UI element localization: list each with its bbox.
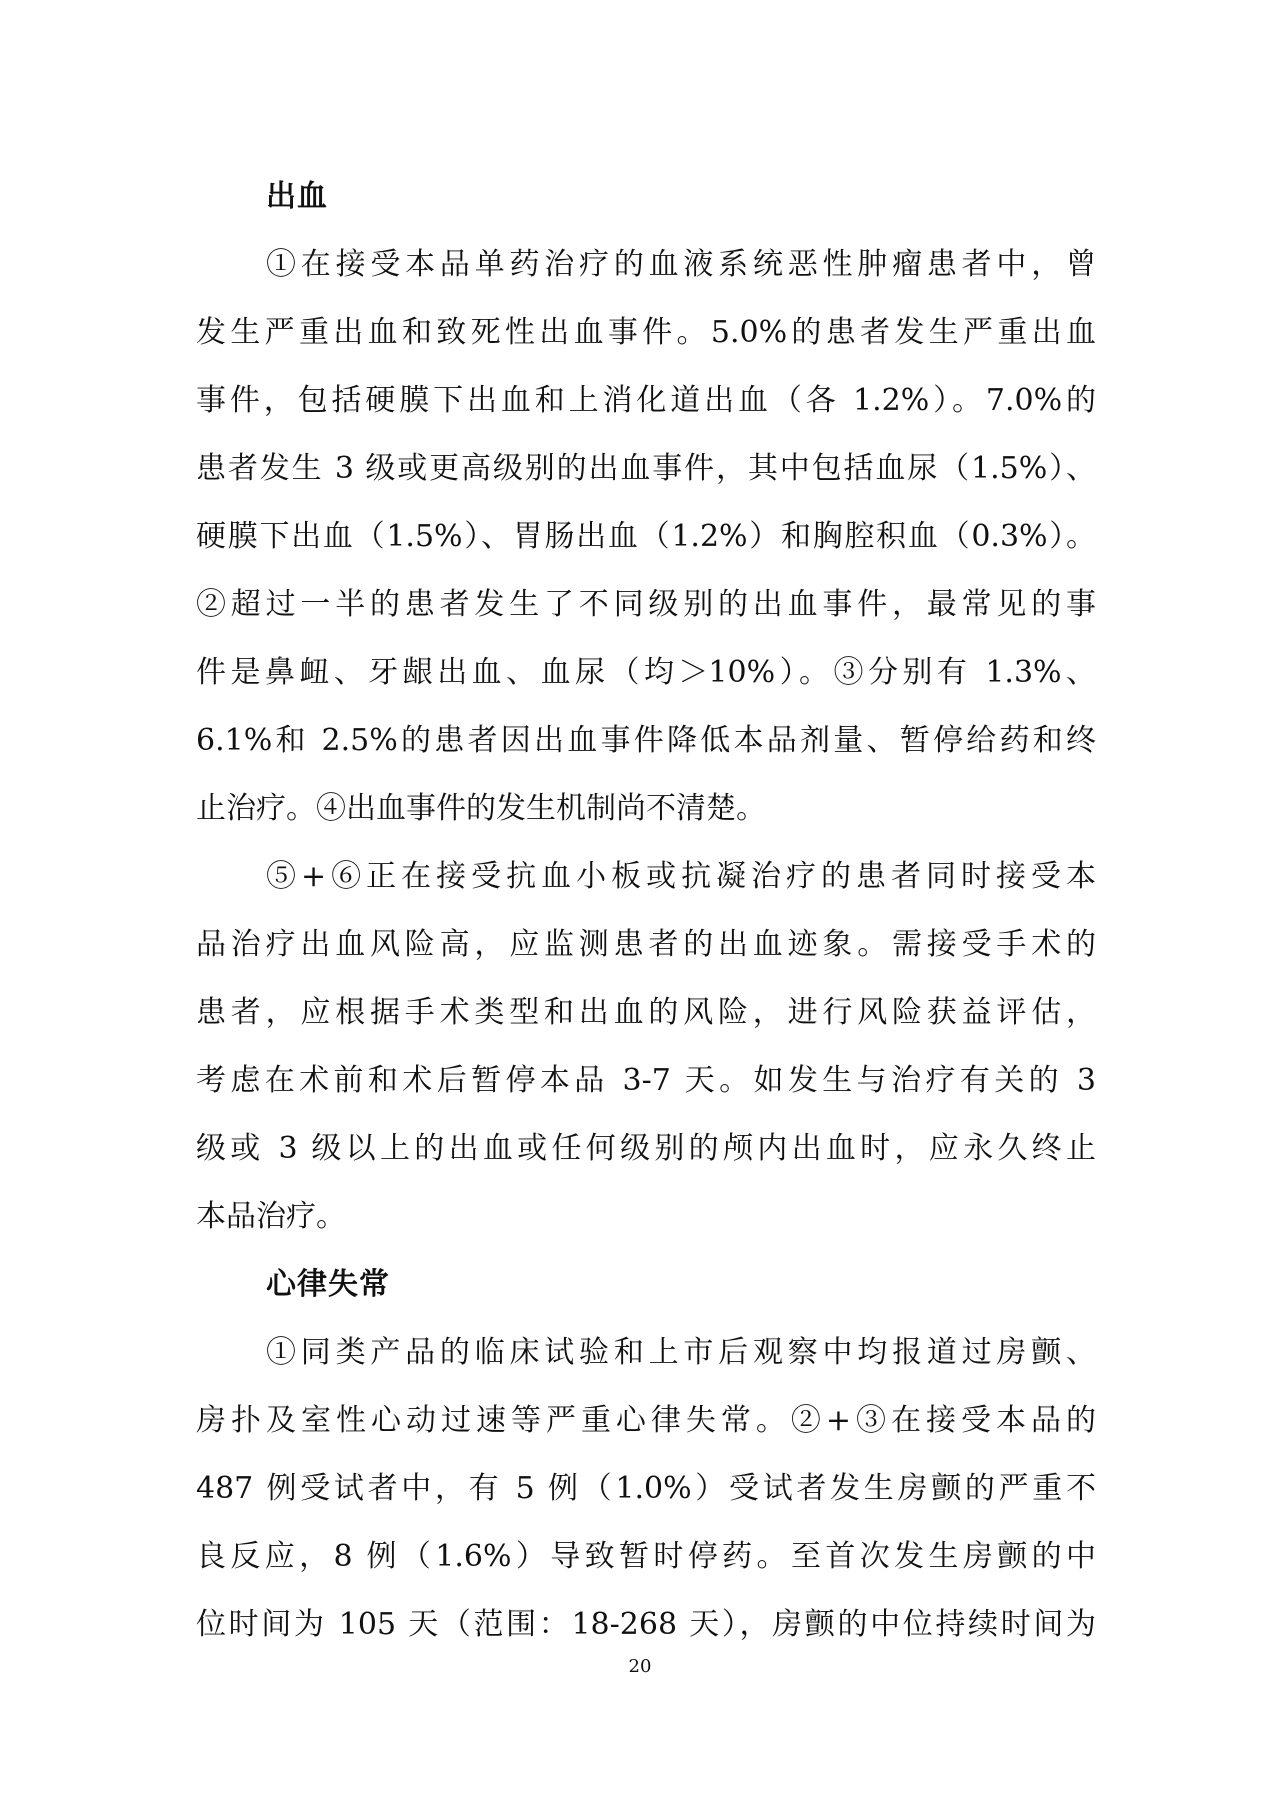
section-heading-arrhythmia: 心律失常 bbox=[266, 1267, 390, 1302]
text-line: 发生严重出血和致死性出血事件。5.0%的患者发生严重出血 bbox=[196, 315, 1096, 350]
text-line: 本品治疗。 bbox=[196, 1199, 346, 1234]
paragraph bbox=[196, 231, 1096, 843]
text-line: ⑤+⑥正在接受抗血小板或抗凝治疗的患者同时接受本 bbox=[266, 859, 1096, 894]
text-line: 位时间为 105 天（范围：18-268 天），房颤的中位持续时间为 bbox=[196, 1607, 1096, 1642]
text-line: 房扑及室性心动过速等严重心律失常。②+③在接受本品的 bbox=[196, 1403, 1096, 1438]
text-line: 品治疗出血风险高，应监测患者的出血迹象。需接受手术的 bbox=[196, 927, 1096, 962]
text-line: 事件，包括硬膜下出血和上消化道出血（各 1.2%）。7.0%的 bbox=[196, 383, 1096, 418]
text-line: 级或 3 级以上的出血或任何级别的颅内出血时，应永久终止 bbox=[196, 1131, 1096, 1166]
text-line: 487 例受试者中，有 5 例（1.0%）受试者发生房颤的严重不 bbox=[196, 1471, 1096, 1506]
text-line: 件是鼻衄、牙龈出血、血尿（均＞10%）。③分别有 1.3%、 bbox=[196, 655, 1096, 690]
text-line: 考虑在术前和术后暂停本品 3-7 天。如发生与治疗有关的 3 bbox=[196, 1063, 1096, 1098]
text-line: 6.1%和 2.5%的患者因出血事件降低本品剂量、暂停给药和终 bbox=[196, 723, 1096, 758]
page-number: 20 bbox=[628, 1656, 652, 1677]
section-heading-bleeding: 出血 bbox=[266, 179, 328, 214]
document-body bbox=[196, 163, 1096, 1659]
text-line: 硬膜下出血（1.5%）、胃肠出血（1.2%）和胸腔积血（0.3%）。 bbox=[196, 519, 1096, 554]
text-line: 患者，应根据手术类型和出血的风险，进行风险获益评估， bbox=[196, 995, 1096, 1030]
text-line: ②超过一半的患者发生了不同级别的出血事件，最常见的事 bbox=[196, 587, 1096, 622]
text-line: ①同类产品的临床试验和上市后观察中均报道过房颤、 bbox=[266, 1335, 1096, 1370]
paragraph bbox=[196, 1319, 1096, 1659]
text-line: 患者发生 3 级或更高级别的出血事件，其中包括血尿（1.5%）、 bbox=[196, 451, 1096, 486]
text-line: 良反应，8 例（1.6%）导致暂时停药。至首次发生房颤的中 bbox=[196, 1539, 1096, 1574]
paragraph bbox=[196, 843, 1096, 1251]
text-line: 止治疗。④出血事件的发生机制尚不清楚。 bbox=[196, 791, 766, 826]
text-line: ①在接受本品单药治疗的血液系统恶性肿瘤患者中，曾 bbox=[266, 247, 1096, 282]
